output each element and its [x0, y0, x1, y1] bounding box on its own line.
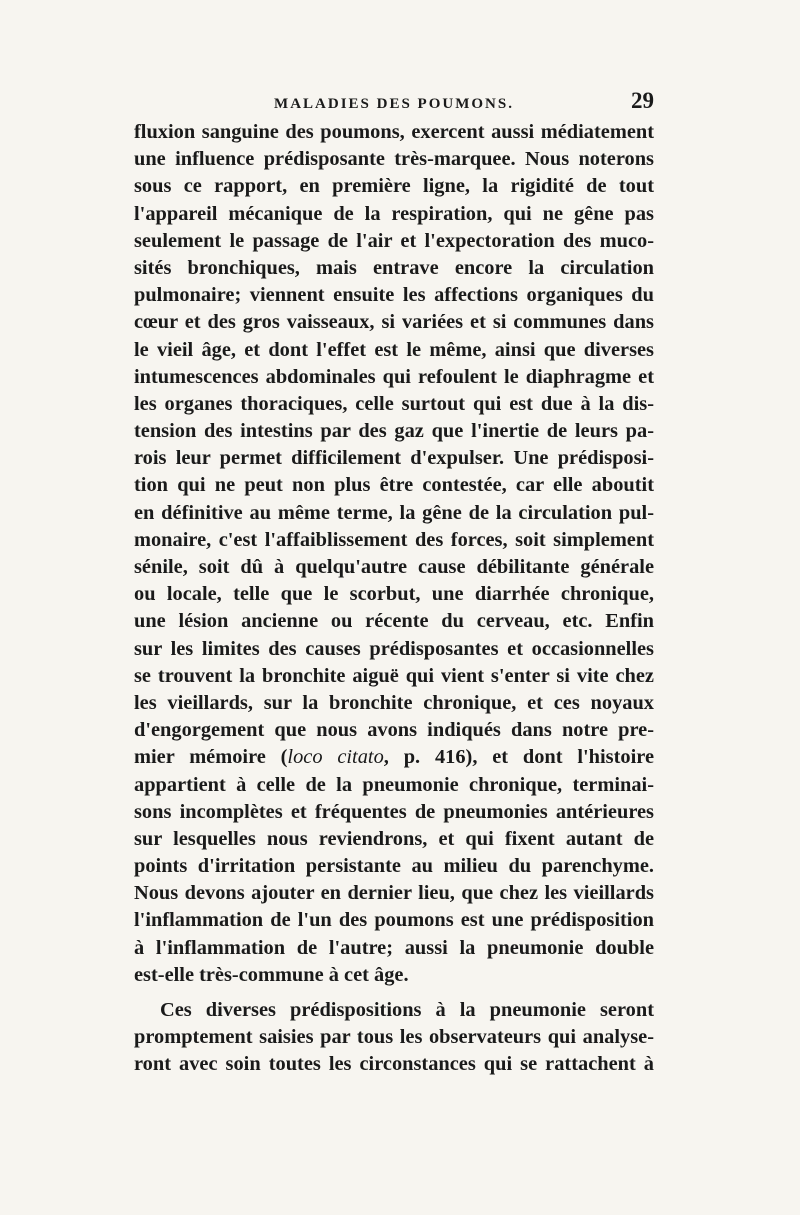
text-line: sur lesquelles nous reviendrons, et qui fixent autant de [134, 827, 654, 850]
text-line: intumescences abdominales qui refoulent le diaphragme et [134, 365, 654, 388]
text-line: l'inflammation de l'un des poumons est une prédisposition [134, 909, 654, 932]
text-line: sur les limites des causes prédisposantes et occasionnelles [134, 637, 654, 660]
text-line: rois leur permet difficilement d'expulser. Une prédisposi- [134, 447, 654, 470]
text-line: Ces diverses prédispositions à la pneumonie seront [160, 999, 654, 1021]
text-line: sous ce rapport, en première ligne, la rigidité de tout [134, 175, 654, 198]
text-line: tension des intestins par des gaz que l'inertie de leurs pa- [134, 420, 654, 443]
citation-line [134, 744, 654, 771]
text-line: seulement le passage de l'air et l'expectoration des muco- [134, 229, 654, 252]
text-line: se trouvent la bronchite aiguë qui vient s'enter si vite chez [134, 664, 654, 687]
text-line: les vieillards, sur la bronchite chronique, et ces noyaux [134, 691, 654, 714]
text-line: une influence prédisposante très-marquee. Nous noterons [134, 148, 654, 171]
text-line: sons incomplètes et fréquentes de pneumonies antérieures [134, 800, 654, 823]
citation-after: , p. 416), et dont l'histoire [383, 746, 655, 769]
running-head: MALADIES DES POUMONS. [274, 96, 514, 112]
text-line: Nous devons ajouter en dernier lieu, que chez les vieillards [134, 882, 654, 905]
text-line: le vieil âge, et dont l'effet est le même, ainsi que diverses [134, 338, 654, 361]
text-line: une lésion ancienne ou récente du cerveau, etc. Enfin [134, 610, 654, 633]
text-line: d'engorgement que nous avons indiqués dans notre pre- [134, 719, 654, 742]
text-line: à l'inflammation de l'autre; aussi la pneumonie double [134, 936, 654, 959]
text-line: sités bronchiques, mais entrave encore la circulation [134, 256, 654, 279]
text-line: les organes thoraciques, celle surtout qui est due à la dis- [134, 392, 654, 415]
text-line: ront avec soin toutes les circonstances qui se rattachent à [134, 1053, 654, 1076]
citation-italic: loco citato [287, 746, 384, 769]
text-line: ou locale, telle que le scorbut, une diarrhée chronique, [134, 583, 654, 606]
paragraph-gap [134, 989, 654, 997]
text-line: pulmonaire; viennent ensuite les affections organiques du [134, 284, 654, 307]
page-number: 29 [631, 88, 654, 113]
paragraph-1 [134, 119, 654, 989]
text-line: monaire, c'est l'affaiblissement des forces, soit simplement [134, 528, 654, 551]
text-line: en définitive au même terme, la gêne de la circulation pul- [134, 501, 654, 524]
text-line: cœur et des gros vaisseaux, si variées et si communes dans [134, 311, 654, 334]
page-header [134, 84, 654, 124]
text-line: appartient à celle de la pneumonie chronique, terminai- [134, 773, 654, 796]
citation-before: mier mémoire ( [134, 746, 288, 769]
text-line: sénile, soit dû à quelqu'autre cause débilitante générale [134, 556, 654, 578]
text-line: promptement saisies par tous les observateurs qui analyse- [134, 1026, 654, 1049]
body-text [134, 119, 654, 1079]
paragraph-2 [134, 997, 654, 1079]
text-line: l'appareil mécanique de la respiration, qui ne gêne pas [134, 202, 654, 225]
text-line: est-elle très-commune à cet âge. [134, 963, 409, 986]
text-line: points d'irritation persistante au milieu du parenchyme. [134, 855, 654, 878]
text-line: fluxion sanguine des poumons, exercent aussi médiatement [134, 121, 654, 143]
text-line: tion qui ne peut non plus être contestée, car elle aboutit [134, 474, 654, 497]
